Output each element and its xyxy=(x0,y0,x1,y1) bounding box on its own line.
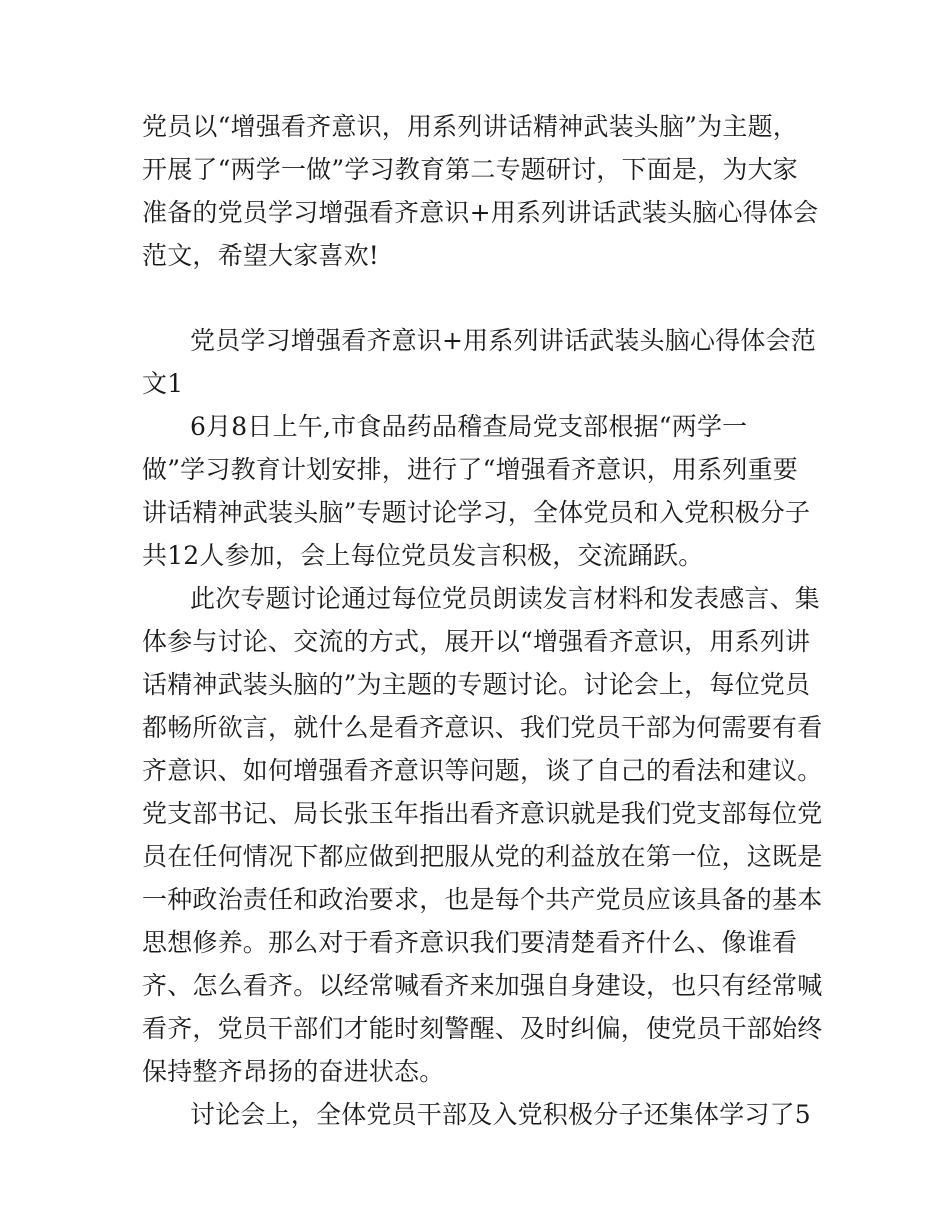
intro-line-2: 开展了“两学一做”学习教育第二专题研讨，下面是，为大家 xyxy=(142,155,798,184)
paragraph-2-line-2: 体参与讨论、交流的方式，展开以“增强看齐意识，用系列讲 xyxy=(142,627,811,656)
paragraph-2-line-12: 保持整齐昂扬的奋进状态。 xyxy=(142,1057,445,1086)
paragraph-2-line-4: 都畅所欲言，就什么是看齐意识、我们党员干部为何需要有看 xyxy=(142,713,823,742)
paragraph-2-line-11: 看齐，党员干部们才能时刻警醒、及时纠偏，使党员干部始终 xyxy=(142,1014,823,1043)
paragraph-2-line-5: 齐意识、如何增强看齐意识等问题，谈了自己的看法和建议。 xyxy=(142,756,823,785)
section-title-line-2: 文1 xyxy=(142,369,184,398)
section-title-line-1: 党员学习增强看齐意识+用系列讲话武装头脑心得体会范 xyxy=(190,326,816,355)
intro-line-3: 准备的党员学习增强看齐意识+用系列讲话武装头脑心得体会 xyxy=(142,198,819,227)
paragraph-2-line-10: 齐、怎么看齐。以经常喊看齐来加强自身建设，也只有经常喊 xyxy=(142,971,823,1000)
paragraph-1-line-1: 6月8日上午,市食品药品稽查局党支部根据“两学一 xyxy=(190,412,748,441)
paragraph-2-line-9: 思想修养。那么对于看齐意识我们要清楚看齐什么、像谁看 xyxy=(142,928,798,957)
intro-line-1: 党员以“增强看齐意识，用系列讲话精神武装头脑”为主题， xyxy=(142,112,798,141)
paragraph-2-line-6: 党支部书记、局长张玉年指出看齐意识就是我们党支部每位党 xyxy=(142,799,823,828)
paragraph-1-line-2: 做”学习教育计划安排，进行了“增强看齐意识，用系列重要 xyxy=(142,455,798,484)
intro-line-4: 范文，希望大家喜欢! xyxy=(142,241,380,270)
paragraph-2-line-7: 员在任何情况下都应做到把服从党的利益放在第一位，这既是 xyxy=(142,842,823,871)
paragraph-1-line-3: 讲话精神武装头脑”专题讨论学习，全体党员和入党积极分子 xyxy=(142,498,811,527)
paragraph-2-line-1: 此次专题讨论通过每位党员朗读发言材料和发表感言、集 xyxy=(190,584,821,613)
paragraph-2-line-8: 一种政治责任和政治要求，也是每个共产党员应该具备的基本 xyxy=(142,885,823,914)
paragraph-3-line-1: 讨论会上，全体党员干部及入党积极分子还集体学习了5 xyxy=(190,1100,811,1129)
paragraph-2-line-3: 话精神武装头脑的”为主题的专题讨论。讨论会上，每位党员 xyxy=(142,670,811,699)
paragraph-1-line-4: 共12人参加，会上每位党员发言积极，交流踊跃。 xyxy=(142,541,704,570)
